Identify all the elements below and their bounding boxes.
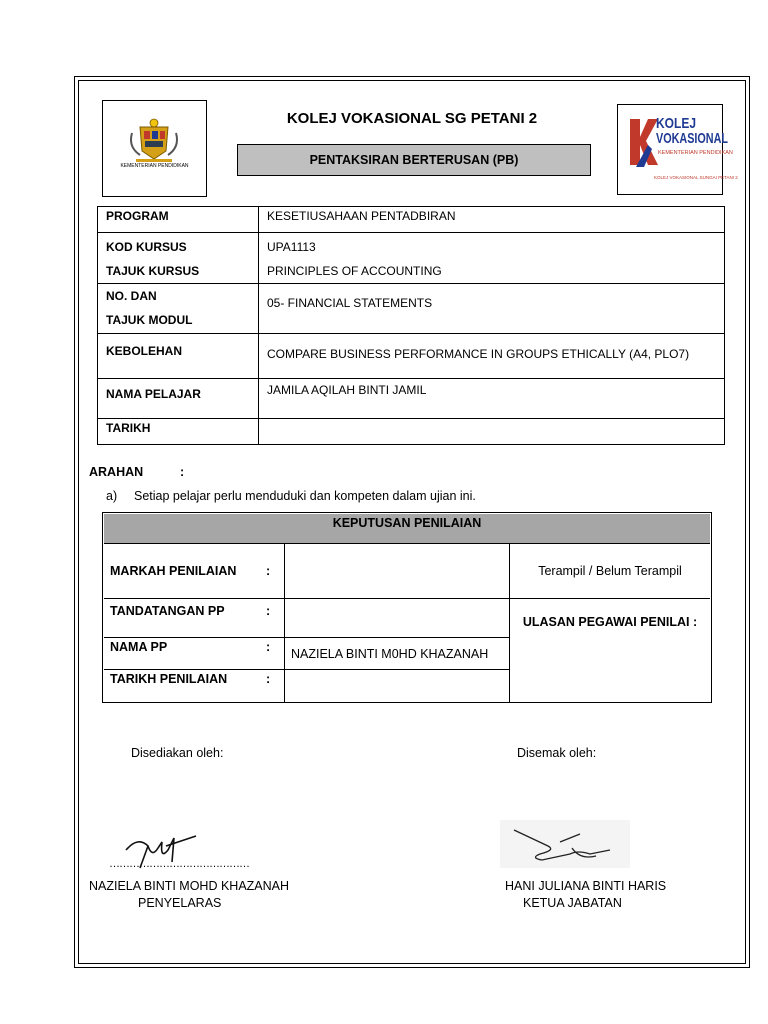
college-logo-line3: KEMENTERIAN PENDIDIKAN [658, 150, 733, 156]
checked-by-label: Disemak oleh: [517, 746, 597, 760]
student-info-table [97, 206, 725, 445]
instructions-colon: : [180, 465, 185, 479]
course-code-value: UPA1113 [267, 240, 316, 254]
signature-colon: : [266, 604, 271, 618]
date-label: TARIKH [98, 419, 259, 445]
right-signature-icon [500, 820, 630, 868]
page-title: KOLEJ VOKASIONAL SG PETANI 2 [286, 110, 538, 127]
row-divider [104, 637, 509, 638]
row-divider [104, 669, 509, 670]
reviewer-name: HANI JULIANA BINTI HARIS [505, 879, 667, 893]
college-logo-line4: KOLEJ VOKASIONAL SUNGAI PETANI 2 [654, 175, 738, 180]
assessor-signature-label: TANDATANGAN PP [110, 604, 225, 618]
ability-value: COMPARE BUSINESS PERFORMANCE IN GROUPS ETHICALLY (A4, PLO7) [259, 334, 725, 379]
course-title-label: TAJUK KURSUS [106, 264, 200, 278]
table-row [98, 419, 725, 445]
program-label: PROGRAM [98, 207, 259, 233]
assessment-type-label: PENTAKSIRAN BERTERUSAN (PB) [309, 153, 519, 167]
ministry-logo [102, 100, 207, 197]
college-logo-line2: VOKASIONAL [656, 130, 729, 147]
prepared-by-label: Disediakan oleh: [131, 746, 224, 760]
course-code-label: KOD KURSUS [106, 240, 187, 254]
ministry-logo-caption: KEMENTERIAN PENDIDIKAN [120, 163, 189, 169]
module-no-label: NO. DAN [106, 289, 157, 303]
competency-status: Terampil / Belum Terampil [538, 564, 682, 578]
assessor-remarks-label: ULASAN PEGAWAI PENILAI : [522, 615, 698, 629]
assessor-name-value: NAZIELA BINTI M0HD KHAZANAH [291, 647, 489, 661]
assessment-date-colon: : [266, 672, 271, 686]
module-value: 05- FINANCIAL STATEMENTS [259, 284, 725, 334]
preparer-role: PENYELARAS [138, 896, 222, 910]
student-name-value: JAMILA AQILAH BINTI JAMIL [259, 379, 725, 419]
instructions-heading: ARAHAN [89, 465, 144, 479]
date-value[interactable] [259, 419, 725, 445]
table-row [98, 233, 725, 284]
instruction-text: Setiap pelajar perlu menduduki dan kompeten dalam ujian ini. [134, 489, 476, 503]
table-row [98, 379, 725, 419]
row-divider [104, 598, 710, 599]
assessor-name-label: NAMA PP [110, 640, 168, 654]
table-row [98, 284, 725, 334]
assessor-name-colon: : [266, 640, 271, 654]
course-title-value: PRINCIPLES OF ACCOUNTING [267, 264, 442, 278]
crest-icon [103, 101, 206, 196]
signature-line: …………………………………… [109, 858, 249, 870]
assessment-date-label: TARIKH PENILAIAN [110, 672, 228, 686]
marks-label: MARKAH PENILAIAN [110, 564, 237, 578]
ability-label: KEBOLEHAN [98, 334, 259, 379]
college-logo-line1: KOLEJ [656, 115, 697, 132]
marks-colon: : [266, 564, 271, 578]
reviewer-role: KETUA JABATAN [523, 896, 622, 910]
instruction-marker: a) [106, 489, 118, 503]
assessment-type-banner [237, 144, 591, 176]
table-row [98, 207, 725, 233]
program-value: KESETIUSAHAAN PENTADBIRAN [259, 207, 725, 233]
table-row [98, 334, 725, 379]
marks-input[interactable] [285, 545, 508, 597]
assessment-result-heading: KEPUTUSAN PENILAIAN [104, 514, 710, 544]
preparer-name: NAZIELA BINTI MOHD KHAZANAH [89, 879, 290, 893]
student-name-label: NAMA PELAJAR [98, 379, 259, 419]
module-title-label: TAJUK MODUL [106, 313, 193, 327]
